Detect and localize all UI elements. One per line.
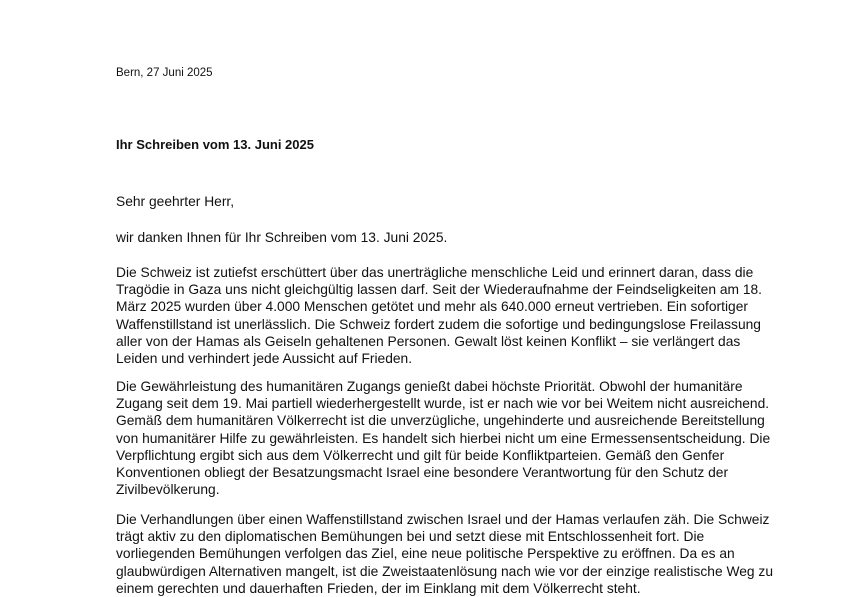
paragraph-line: vorliegenden Bemühungen verfolgen das Ziel, eine neue politische Perspektive zu eröffnen. Da es an <box>116 546 735 562</box>
letter-salutation: Sehr geehrter Herr, <box>116 194 235 209</box>
paragraph-line: Die Schweiz ist zutiefst erschüttert über das unerträgliche menschliche Leid und erinnert daran, dass die <box>116 265 754 280</box>
paragraph-line: Leiden und verhindert jede Aussicht auf Frieden. <box>116 351 413 367</box>
paragraph-line: trägt aktiv zu den diplomatischen Bemühungen bei und setzt diese mit Entschlossenheit fort. Die <box>116 529 705 545</box>
paragraph-line: Tragödie in Gaza uns nicht gleichgültig lassen darf. Seit der Wiederaufnahme der Feindseligkeiten am 18. <box>116 282 763 298</box>
paragraph-line: Gemäß dem humanitären Völkerrecht ist die unverzügliche, ungehinderte und ausreichende Bereitstellung <box>116 413 765 429</box>
paragraph-ceasefire-negotiations <box>116 511 776 597</box>
paragraph-line: Zivilbevölkerung. <box>116 482 220 498</box>
letter-subject: Ihr Schreiben vom 13. Juni 2025 <box>116 137 314 152</box>
paragraph-humanitarian-access <box>116 378 776 498</box>
paragraph-line: aller von der Hamas als Geiseln gehaltenen Personen. Gewalt löst keinen Konflikt – sie verlängert das <box>116 333 741 349</box>
paragraph-line: Zugang seit dem 19. Mai partiell wiederhergestellt wurde, ist er nach wie vor bei Weitem nicht ausreichend. <box>116 396 770 412</box>
letter-date: Bern, 27 Juni 2025 <box>116 67 213 79</box>
paragraph-gaza-situation <box>116 264 776 367</box>
paragraph-line: Konventionen obliegt der Besatzungsmacht Israel eine besondere Verantwortung für den Schutz der <box>116 465 729 481</box>
paragraph-thanks <box>116 229 776 246</box>
paragraph-line: einem gerechten und dauerhaften Frieden, der im Einklang mit dem Völkerrecht steht. <box>116 580 641 596</box>
paragraph-line: von humanitärer Hilfe zu gewährleisten. Es handelt sich hierbei nicht um eine Ermessensentscheidung. Die <box>116 430 771 446</box>
paragraph-line: März 2025 wurden über 4.000 Menschen getötet und mehr als 640.000 erneut vertrieben. Ein sofortiger <box>116 299 748 315</box>
paragraph-line: wir danken Ihnen für Ihr Schreiben vom 13. Juni 2025. <box>116 230 448 245</box>
paragraph-line: Die Verhandlungen über einen Waffenstillstand zwischen Israel und der Hamas verlaufen zäh. Die Schweiz <box>116 512 770 527</box>
paragraph-line: Verpflichtung ergibt sich aus dem Völkerrecht und gilt für beide Konfliktparteien. Gemäß den Genfer <box>116 447 725 463</box>
paragraph-line: glaubwürdigen Alternativen mangelt, ist die Zweistaatenlösung nach wie vor der einzige realistische Weg zu <box>116 563 773 579</box>
paragraph-line: Die Gewährleistung des humanitären Zugangs genießt dabei höchste Priorität. Obwohl der humanitäre <box>116 379 743 394</box>
paragraph-line: Waffenstillstand ist unerlässlich. Die Schweiz fordert zudem die sofortige und bedingungslose Freilassung <box>116 316 761 332</box>
